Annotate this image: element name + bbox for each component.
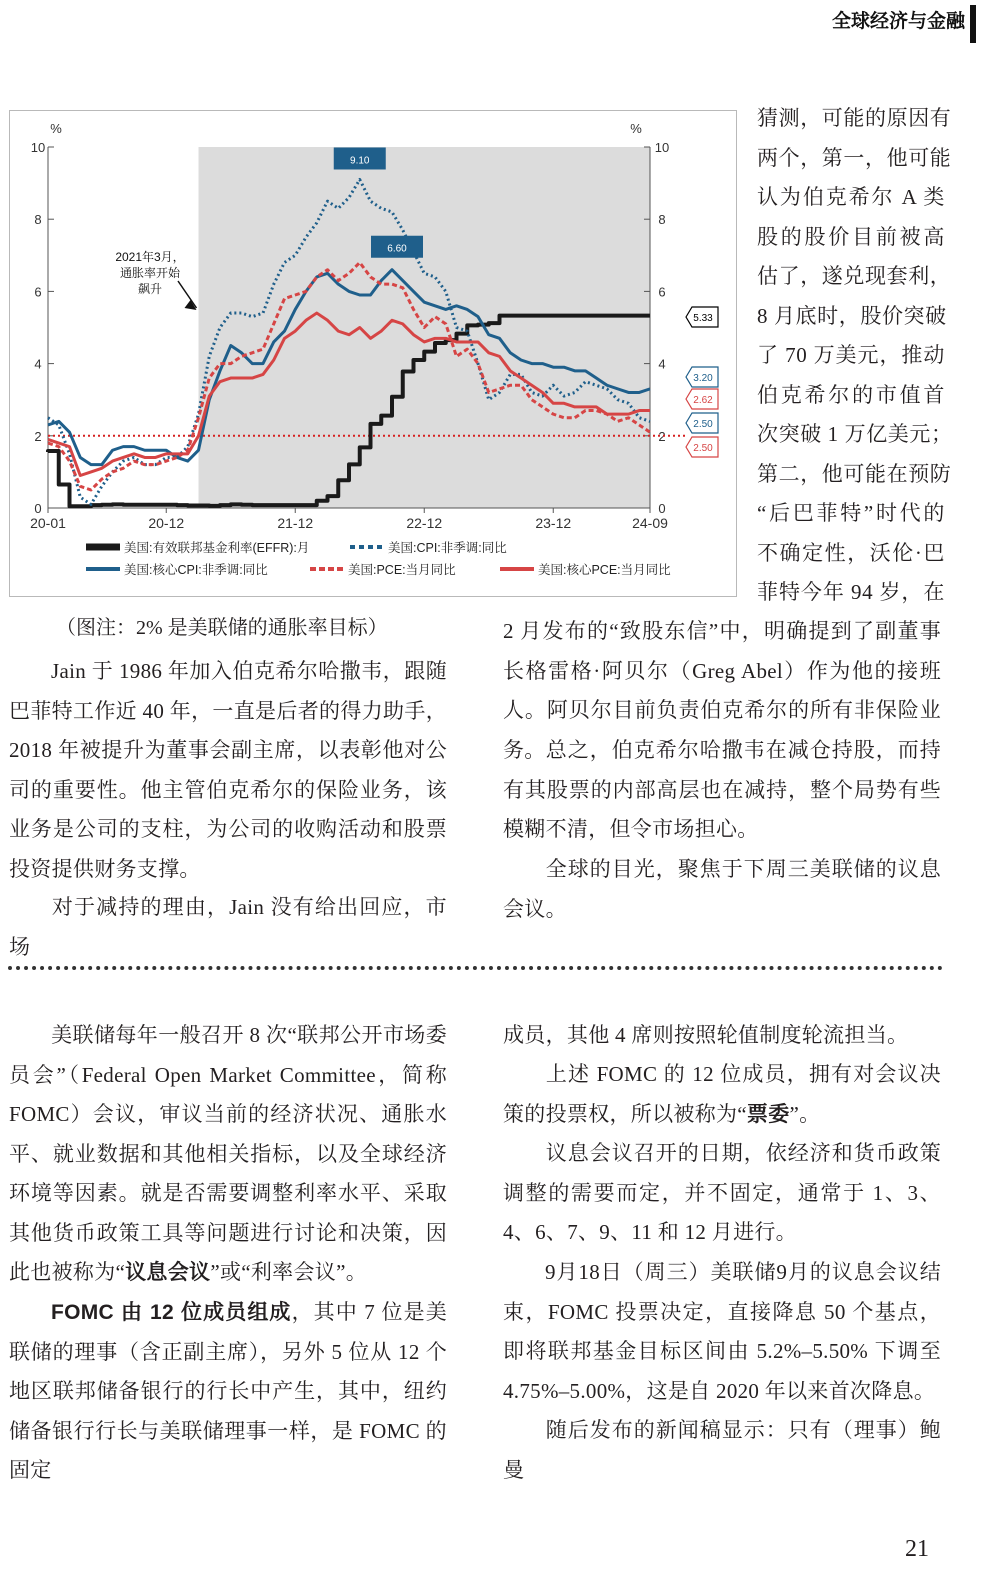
y-tick-label-left: 4	[34, 356, 42, 372]
lower-left-paragraph-2	[9, 1293, 447, 1491]
lower-right-paragraph-4	[503, 1411, 941, 1490]
y-tick-label-right: 2	[658, 428, 666, 444]
highlight-term-piaowei: 票委	[746, 1102, 790, 1126]
annotation-line-3: 飙升	[137, 282, 163, 296]
y-tick-label-left: 0	[34, 501, 42, 516]
y-unit-right: %	[630, 121, 642, 136]
right-column-line: 不确定性，沃伦·巴	[757, 540, 945, 565]
header-accent-bar	[970, 5, 976, 43]
page-number: 21	[905, 1536, 929, 1562]
y-tick-label-right: 6	[658, 284, 666, 300]
lower-right-paragraph-1	[503, 1055, 941, 1134]
annotation-arrow-line	[178, 281, 197, 308]
annotation-line-1: 2021年3月，	[115, 250, 185, 264]
y-tick-label-left: 10	[30, 140, 46, 155]
peak-label-text: 6.60	[387, 243, 407, 255]
x-tick-label: 22-12	[406, 515, 443, 531]
legend-label: 美国:核心CPI:非季调:同比	[124, 563, 268, 577]
x-tick-label: 21-12	[277, 515, 314, 531]
y-tick-label-left: 8	[34, 212, 42, 228]
right-column-line: “后巴菲特”时代的	[757, 501, 945, 525]
left-column-paragraph-2	[9, 888, 447, 967]
lower-right-p1-end: ”。	[789, 1101, 821, 1126]
y-tick-label-left: 2	[34, 428, 42, 444]
end-value-label: 2.50	[693, 443, 713, 454]
lower-right-paragraph-2	[503, 1134, 941, 1253]
y-tick-label-right: 10	[654, 140, 670, 155]
legend-label: 美国:PCE:当月同比	[348, 563, 456, 577]
section-title: 全球经济与金融	[831, 11, 965, 32]
right-column-line: 伯克希尔的市值首	[757, 382, 945, 407]
lower-right-p2-text: 议息会议召开的日期，依经济和货币政策调整的需要而定，并不固定，通常于 1、3、4、6、7、9、11 和 12 月进行。	[503, 1141, 941, 1244]
right-column-line: 了 70 万美元，推动	[757, 343, 945, 367]
lower-right-p1-text: 上述 FOMC 的 12 位成员，拥有对会议决策的投票权，所以被称为“	[503, 1062, 941, 1126]
right-column-paragraph-3-text: 全球的目光，聚焦于下周三美联储的议息会议。	[503, 857, 941, 921]
y-tick-label-right: 8	[658, 212, 666, 228]
end-value-label: 2.62	[693, 395, 713, 406]
right-column-line: 估了，遂兑现套利，	[757, 264, 952, 288]
end-value-label: 3.20	[693, 373, 713, 384]
right-column-line: 菲特今年 94 岁，在	[757, 580, 945, 604]
right-column-line: 第二，他可能在预防	[757, 461, 952, 486]
x-tick-label: 20-12	[148, 515, 185, 531]
y-tick-label-left: 6	[34, 284, 42, 300]
right-column-line: 认为伯克希尔 A 类	[757, 185, 945, 209]
lower-left-p2-text: ，其中 7 位是美联储的理事（含正副主席），另外 5 位从 12 个地区联邦储备银行的行长中产生，其中，纽约储备银行行长与美联储理事一样，是 FOMC 的固定	[9, 1300, 447, 1482]
y-tick-label-right: 0	[658, 501, 666, 516]
lower-left-p1-text: 美联储每年一般召开 8 次“联邦公开市场委员会”（Federal Open Market Committee，简称 FOMC）会议，审议当前的经济状况、通胀水平、就业数据和其他相关指标，以及全球经济环境等因素。就是否需要调整利率水平、采取其他货币政策工具等问题进行讨论和决策，因此也被称为“	[9, 1023, 447, 1284]
highlight-fomc-members: FOMC 由 12 位成员组成	[51, 1301, 292, 1324]
inflation-rate-chart	[9, 110, 737, 597]
right-column-paragraph-1-tail: 2 月发布的“致股东信”中，明确提到了副董事长格雷格·阿贝尔（Greg Abel）作为他的接班人。阿贝尔目前负责伯克希尔的所有非保险业务。	[503, 619, 941, 762]
right-column-paragraph-2	[503, 731, 941, 850]
lower-left-paragraph-1	[9, 1016, 447, 1293]
y-tick-label-right: 4	[658, 356, 666, 372]
end-value-label: 2.50	[693, 419, 713, 430]
lower-right-paragraph-3	[503, 1253, 941, 1411]
right-column-line: 猜测，可能的原因有	[757, 106, 952, 130]
x-tick-label: 20-01	[30, 515, 66, 531]
y-unit-left: %	[50, 121, 62, 136]
lower-left-p1-end: ”或“利率会议”。	[210, 1260, 367, 1284]
legend-label: 美国:CPI:非季调:同比	[388, 541, 507, 555]
right-column-paragraph-3	[503, 850, 941, 929]
left-column-paragraph-1	[9, 652, 447, 889]
chart-canvas	[10, 111, 736, 596]
annotation-line-2: 通胀率开始	[119, 266, 181, 280]
left-column-paragraph-2-text: 对于减持的理由，Jain 没有给出回应，市场	[9, 895, 447, 959]
right-column-line: 8 月底时，股价突破	[757, 303, 947, 328]
lower-right-paragraph-0: 成员，其他 4 席则按照轮值制度轮流担当。	[503, 1023, 909, 1047]
legend-label: 美国:有效联邦基金利率(EFFR):月	[124, 541, 310, 555]
lower-right-p3-text: 9月18日（周三）美联储9月的议息会议结束，FOMC 投票决定，直接降息 50 个基点，即将联邦基金目标区间由 5.2%–5.50% 下调至 4.75%–5.00%，这是自 2020 年以来首次降息。	[503, 1260, 941, 1403]
right-column-line: 股的股价目前被高	[757, 224, 945, 249]
right-column-line: 两个，第一，他可能	[757, 145, 952, 170]
right-column-paragraph-2-text: 总之，伯克希尔哈撒韦在减仓持股，而持有其股票的内部高层也在减持，整个局势有些模糊不清，但令市场担心。	[503, 738, 941, 841]
x-tick-label: 23-12	[535, 515, 572, 531]
right-column-line: 次突破 1 万亿美元；	[757, 422, 953, 446]
dotted-divider	[8, 966, 943, 970]
peak-label-text: 9.10	[350, 155, 370, 167]
chart-caption: （图注：2% 是美联储的通胀率目标）	[56, 617, 388, 639]
left-column-paragraph-1-text: Jain 于 1986 年加入伯克希尔哈撒韦，跟随巴菲特工作近 40 年，一直是后者的得力助手，2018 年被提升为董事会副主席，以表彰他对公司的重要性。他主管伯克希尔的保险业务，该业务是公司的支柱，为公司的收购活动和股票投资提供财务支撑。	[9, 659, 447, 881]
lower-right-p4-text: 随后发布的新闻稿显示：只有（理事）鲍曼	[503, 1418, 941, 1482]
legend-label: 美国:核心PCE:当月同比	[538, 563, 671, 577]
x-tick-label: 24-09	[632, 515, 668, 531]
end-value-label: 5.33	[693, 313, 713, 324]
highlight-term-yixi: 议息会议	[125, 1261, 211, 1284]
